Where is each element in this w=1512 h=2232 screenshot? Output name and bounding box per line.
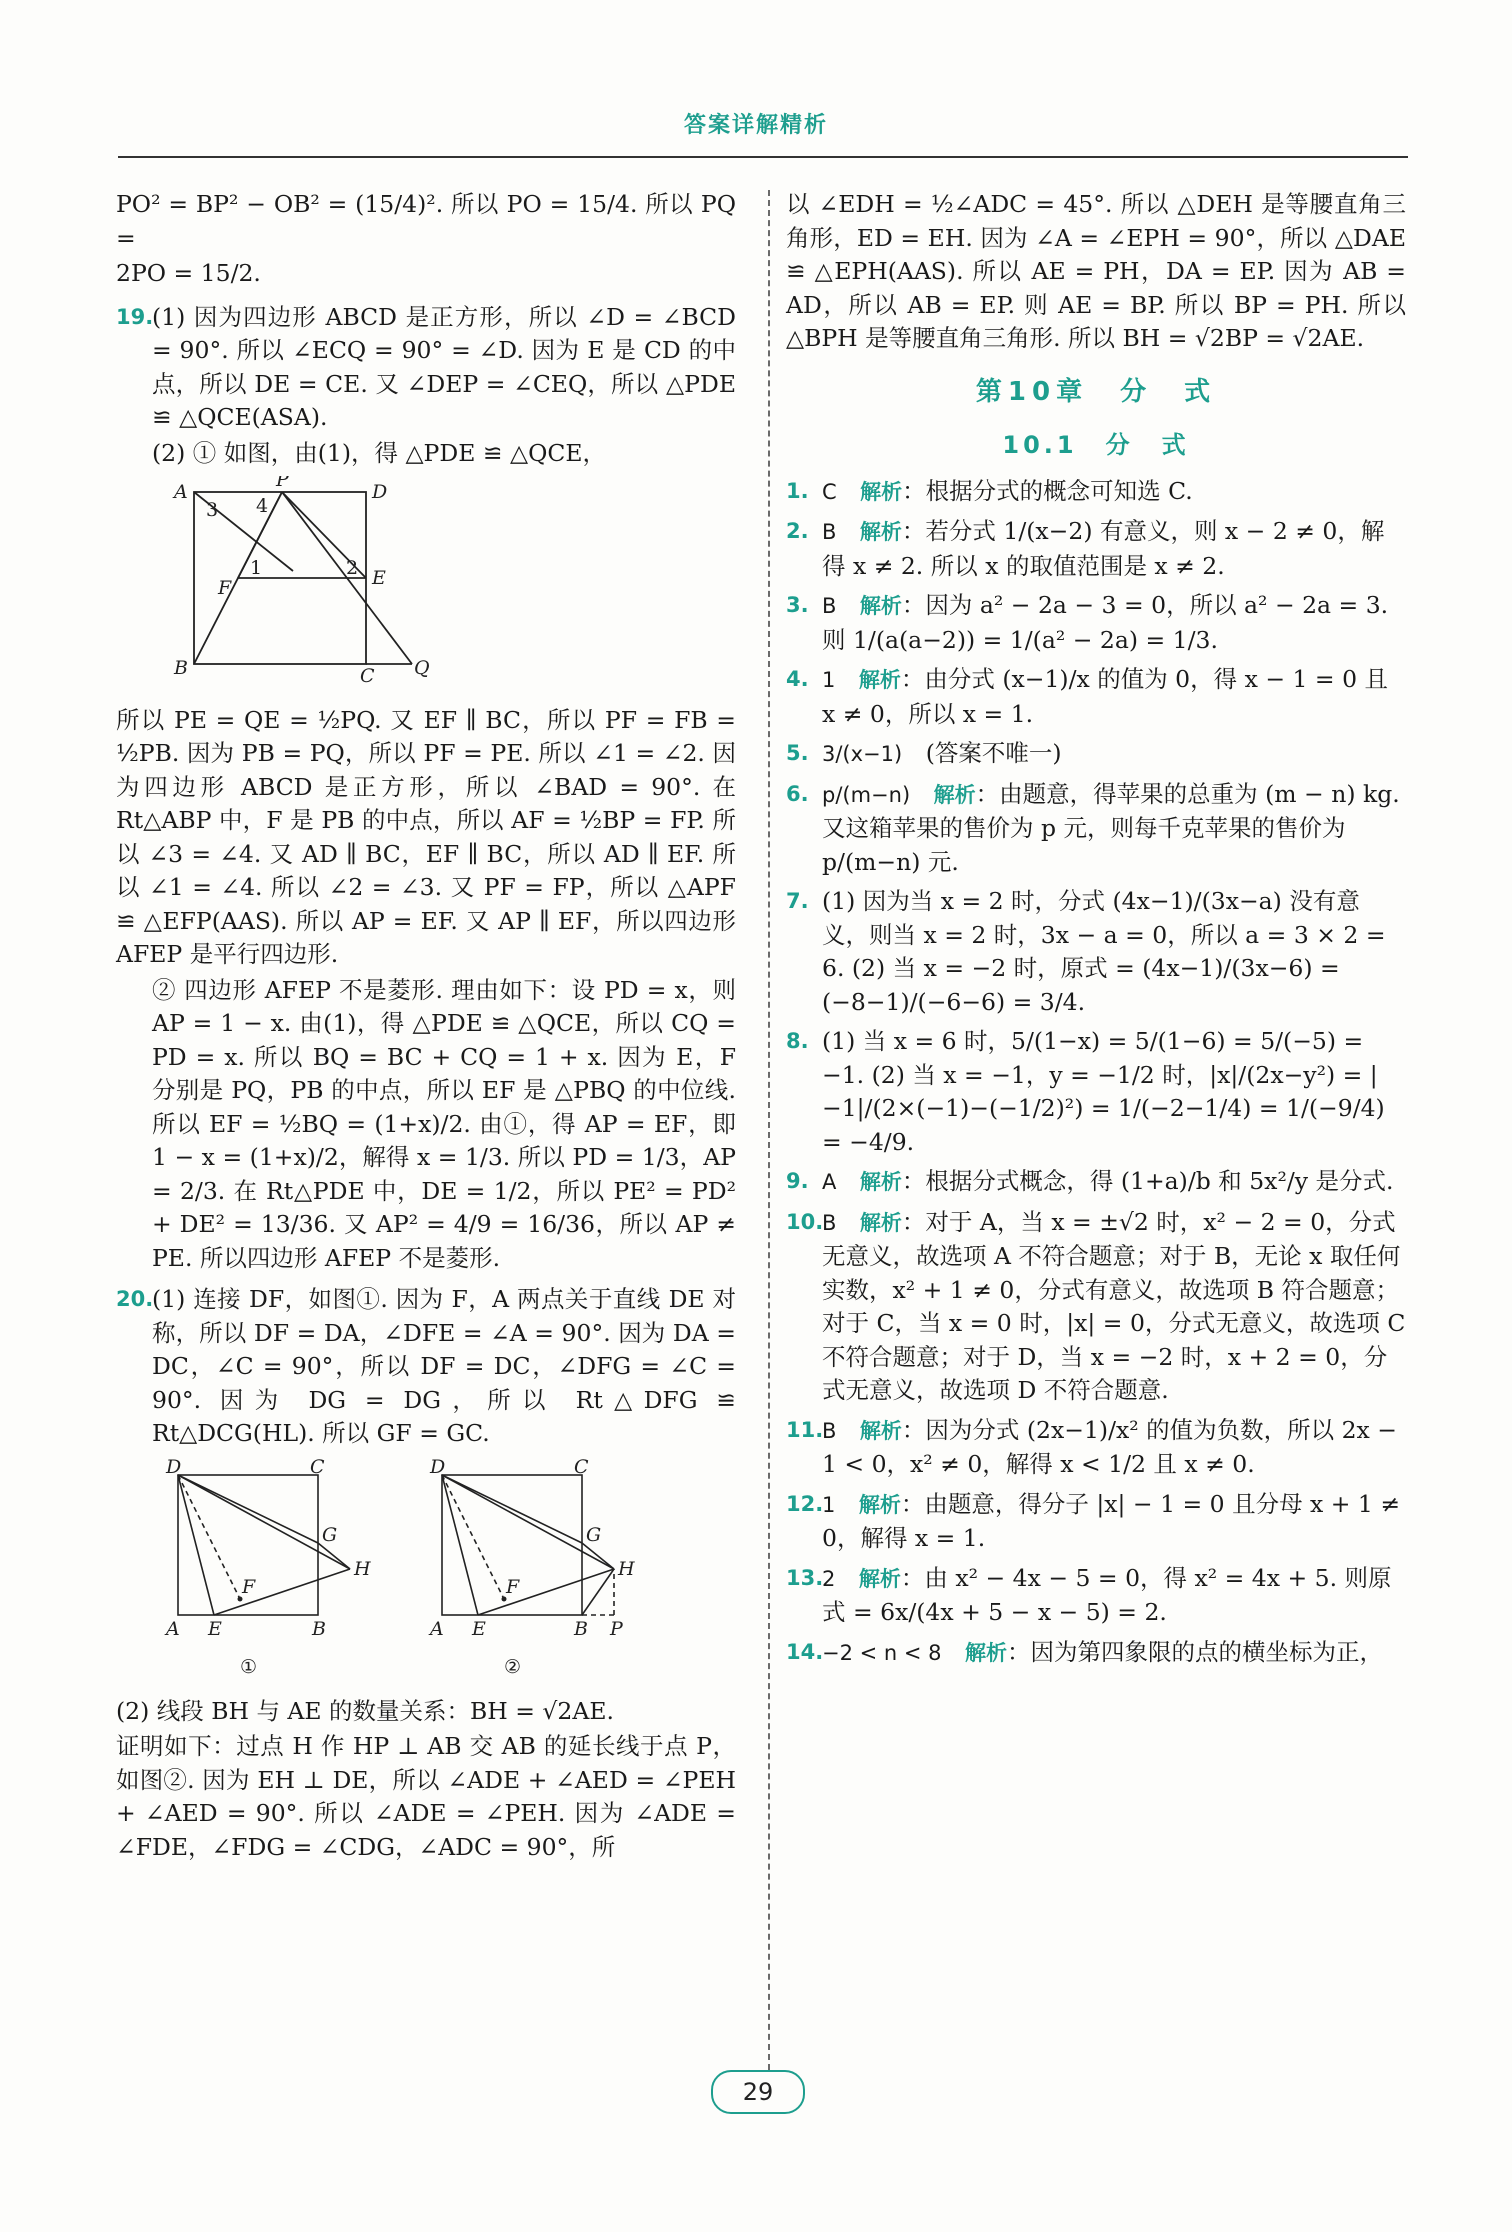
q20-part2: (2) 线段 BH 与 AE 的数量关系：BH = √2AE. — [116, 1696, 614, 1725]
point-label: D — [430, 1458, 446, 1478]
point-label: P — [276, 476, 289, 491]
question-19 — [116, 301, 736, 471]
point-label: F — [506, 1575, 520, 1598]
answer-item: 14. −2 < n < 8 解析：因为第四象限的点的横坐标为正， — [786, 1636, 1406, 1671]
answer-number: 2. — [786, 519, 809, 543]
question-number: 20. — [116, 1287, 154, 1311]
answer-number: 14. — [786, 1639, 824, 1664]
answer-item: 10. B 解析：对于 A，当 x = ±√2 时，x² − 2 = 0，分式无意义，故选项 A 不符合题意；对于 B，无论 x 取任何实数，x² + 1 ≠ 0，分式有意义，故选项 B 符合题意；对于 C，当 x = 0 时，|x| = 0，分式无意义，故选项 C 不符合题意；对于 D，当 x = −2 时，x + 2 = 0，分式无意义，故选项 D 不符合题意. — [786, 1207, 1406, 1404]
analysis-label: 解析 — [858, 1566, 901, 1591]
answer-number: 11. — [786, 1417, 824, 1442]
angle-label: 1 — [250, 557, 263, 579]
answer-text: 由题意，得分子 |x| − 1 = 0 且分母 x + 1 ≠ 0，解得 x = 1. — [822, 1489, 1401, 1552]
point-label: H — [618, 1557, 635, 1580]
answer-item: 6. p/(m−n) 解析：由题意，得苹果的总重为 (m − n) kg. 又这箱苹果的售价为 p 元，则每千克苹果的售价为 p/(m−n) 元. — [786, 779, 1400, 876]
column-divider — [768, 190, 770, 2070]
answer-choice: 1 — [822, 1492, 836, 1517]
answer-choice: 1 — [822, 668, 836, 692]
point-label: C — [310, 1458, 325, 1478]
answer-number: 8. — [786, 1029, 809, 1053]
answer-item: 4. 1 解析：由分式 (x−1)/x 的值为 0，得 x − 1 = 0 且 x ≠ 0，所以 x = 1. — [786, 665, 1388, 728]
point-label: G — [586, 1523, 602, 1546]
cont-line-2: 2PO = 15/2. — [116, 259, 261, 287]
analysis-label: 解析 — [859, 1210, 902, 1235]
answer-number: 10. — [786, 1209, 824, 1234]
answer-text: 因为第四象限的点的横坐标为正， — [1030, 1637, 1384, 1666]
answer-choice: B — [822, 520, 837, 544]
question-number: 19. — [116, 304, 154, 329]
answer-text: (1) 因为当 x = 2 时，分式 (4x−1)/(3x−a) 没有意义，则当 x = 2 时，3x − a = 0，所以 a = 3 × 2 = 6. (2) 当 x = −2 时，原式 = (4x−1)/(3x−6) = (−8−1)/(−6−6) = 3/4. — [822, 887, 1386, 1016]
answer-number: 3. — [786, 593, 809, 617]
analysis-label: 解析 — [858, 668, 901, 692]
answer-item: 2. B 解析：若分式 1/(x−2) 有意义，则 x − 2 ≠ 0，解得 x ≠ 2. 所以 x 的取值范围是 x ≠ 2. — [786, 517, 1385, 580]
answer-number: 13. — [786, 1565, 824, 1590]
answer-text: 由 x² − 4x − 5 = 0，得 x² = 4x + 5. 则原式 = 6x/(4x + 5 − x − 5) = 2. — [822, 1563, 1392, 1626]
point-label: B — [174, 657, 188, 679]
cont-paragraph: 以 ∠EDH = ½∠ADC = 45°. 所以 △DEH 是等腰直角三角形，ED = EH. 因为 ∠A = ∠EPH = 90°，所以 △DAE ≌ △EPH(AAS). 所以 AE = PH，DA = EP. 因为 AB = AD，所以 AB = EP. 则 AE = BP. 所以 BP = PH. 所以 △BPH 是等腰直角三角形. 所以 BH = √2BP = √2AE. — [786, 190, 1406, 352]
answer-number: 7. — [786, 889, 809, 913]
left-column — [116, 188, 736, 1866]
answer-text: 根据分式概念，得 (1+a)/b 和 5x²/y 是分式. — [925, 1167, 1394, 1195]
answer-choice: 3/(x−1) — [822, 742, 903, 766]
section-title: 10.1 分 式 — [1002, 431, 1190, 459]
point-label: B — [312, 1617, 326, 1640]
page-number: 29 — [711, 2070, 805, 2114]
answer-item: 3. B 解析：因为 a² − 2a − 3 = 0，所以 a² − 2a = 3. 则 1/(a(a−2)) = 1/(a² − 2a) = 1/3. — [786, 591, 1389, 654]
point-label: D — [166, 1458, 182, 1478]
answer-item: 9. A 解析：根据分式概念，得 (1+a)/b 和 5x²/y 是分式. — [786, 1165, 1406, 1200]
angle-label: 3 — [206, 499, 219, 521]
q20-part2-proof: 证明如下：过点 H 作 HP ⊥ AB 交 AB 的延长线于点 P，如图②. 因为 EH ⊥ DE，所以 ∠ADE + ∠AED = ∠PEH + ∠AED = 90°. 所以 ∠ADE = ∠PEH. 因为 ∠ADE = ∠FDE，∠FDG = ∠CDG，∠ADC = 90°，所 — [116, 1732, 736, 1861]
answer-choice: A — [822, 1170, 837, 1194]
point-label: B — [574, 1617, 588, 1640]
header-rule — [118, 156, 1408, 158]
answer-number: 9. — [786, 1169, 809, 1193]
angle-label: 2 — [346, 557, 359, 579]
point-label: E — [372, 567, 386, 589]
point-label: F — [242, 1575, 256, 1598]
square-diagram — [152, 476, 472, 686]
q19-part2-sub2: ② 四边形 AFEP 不是菱形. 理由如下：设 PD = x，则 AP = 1 − x. 由(1)，得 △PDE ≌ △QCE，所以 CQ = PD = x. 所以 BQ = BC + CQ = 1 + x. 因为 E，F 分别是 PQ，PB 的中点，所以 EF 是 △PBQ 的中位线. 所以 EF = ½BQ = (1+x)/2. 由①，得 AP = EF，即 1 − x = (1+x)/2，解得 x = 1/3. 所以 PD = 1/3，AP = 2/3. 在 Rt△PDE 中，DE = 1/2，所以 PE² = PD² + DE² = 13/36. 又 AP² = 4/9 = 16/36，所以 AP ≠ PE. 所以四边形 AFEP 不是菱形. — [152, 975, 737, 1272]
chapter-title: 第10章 分 式 — [975, 376, 1217, 407]
figure-caption: ① — [240, 1655, 258, 1678]
question-20 — [116, 1283, 736, 1451]
answer-number: 12. — [786, 1491, 824, 1516]
analysis-label: 解析 — [859, 520, 902, 544]
answer-item — [786, 737, 1406, 772]
q19-part2-proof: 所以 PE = QE = ½PQ. 又 EF ∥ BC，所以 PF = FB = ½PB. 因为 PB = PQ，所以 PF = PE. 所以 ∠1 = ∠2. 因为四边形 ABCD 是正方形，所以 ∠BAD = 90°. 在 Rt△ABP 中，F 是 PB 的中点，所以 AF = ½BP = FP. 所以 ∠3 = ∠4. 又 AD ∥ BC，EF ∥ BC，所以 AD ∥ EF. 所以 ∠1 = ∠4. 所以 ∠2 = ∠3. 又 PF = FP，所以 △APF ≌ △EFP(AAS). 所以 AP = EF. 又 AP ∥ EF，所以四边形 AFEP 是平行四边形. — [116, 705, 736, 968]
point-label: F — [218, 577, 232, 599]
answer-choice: p/(m−n) — [822, 782, 911, 807]
analysis-label: 解析 — [859, 594, 902, 618]
answer-item — [786, 1025, 1406, 1159]
angle-label: 4 — [256, 495, 269, 517]
answer-item: 11. B 解析：因为分式 (2x−1)/x² 的值为负数，所以 2x − 1 < 0，x² ≠ 0，解得 x < 1/2 且 x ≠ 0. — [786, 1415, 1397, 1478]
answer-text: (1) 当 x = 6 时，5/(1−x) = 5/(1−6) = 5/(−5) = −1. (2) 当 x = −1，y = −1/2 时，|x|/(2x−y²) = |−1|/(2×(−1)−(−1/2)²) = 1/(−2−1/4) = 1/(−9/4) = −4/9. — [822, 1027, 1385, 1156]
answer-number: 5. — [786, 741, 809, 765]
q19-part1: (1) 因为四边形 ABCD 是正方形，所以 ∠D = ∠BCD = 90°. 所以 ∠ECQ = 90° = ∠D. 因为 E 是 CD 的中点，所以 DE = CE. 又 ∠DEP = ∠CEQ，所以 △PDE ≌ △QCE(ASA). — [152, 302, 736, 431]
answer-item — [786, 885, 1406, 1019]
answer-item: 12. 1 解析：由题意，得分子 |x| − 1 = 0 且分母 x + 1 ≠ 0，解得 x = 1. — [786, 1489, 1401, 1552]
point-label: A — [430, 1617, 444, 1640]
analysis-label: 解析 — [860, 479, 903, 504]
point-label: D — [372, 481, 388, 503]
figure-row-q20 — [152, 1459, 736, 1689]
cont-line-1: PO² = BP² − OB² = (15/4)². 所以 PO = 15/4. 所以 PQ = — [116, 190, 736, 252]
answer-choice: C — [822, 479, 837, 504]
point-label: C — [574, 1458, 589, 1478]
answer-number: 1. — [786, 478, 809, 503]
answer-text: 由分式 (x−1)/x 的值为 0，得 x − 1 = 0 且 x ≠ 0，所以 x = 1. — [822, 665, 1388, 728]
analysis-label: 解析 — [933, 782, 976, 807]
answer-choice: B — [822, 594, 837, 618]
answer-item: 1. C 解析：根据分式的概念可知选 C. — [786, 475, 1406, 510]
figure-caption: ② — [504, 1655, 522, 1678]
analysis-label: 解析 — [859, 1418, 902, 1443]
point-label: H — [354, 1557, 371, 1580]
q19-part2-intro: (2) ① 如图，由(1)，得 △PDE ≌ △QCE， — [152, 438, 606, 467]
answer-number: 6. — [786, 781, 809, 806]
point-label: G — [322, 1523, 338, 1546]
answer-choice: B — [822, 1210, 837, 1235]
analysis-label: 解析 — [858, 1492, 901, 1517]
answer-text: 对于 A，当 x = ±√2 时，x² − 2 = 0，分式无意义，故选项 A 不符合题意；对于 B，无论 x 取任何实数，x² + 1 ≠ 0，分式有意义，故选项 B 符合题意；对于 C，当 x = 0 时，|x| = 0，分式无意义，故选项 C 不符合题意；对于 D，当 x = −2 时，x + 2 = 0，分式无意义，故选项 D 不符合题意. — [822, 1207, 1406, 1404]
answer-text: 因为 a² − 2a − 3 = 0，所以 a² − 2a = 3. 则 1/(a(a−2)) = 1/(a² − 2a) = 1/3. — [822, 591, 1389, 654]
answer-number: 4. — [786, 667, 809, 691]
answer-text: (答案不唯一) — [925, 739, 1062, 767]
analysis-label: 解析 — [859, 1170, 902, 1194]
point-label: A — [166, 1617, 180, 1640]
answer-text: 因为分式 (2x−1)/x² 的值为负数，所以 2x − 1 < 0，x² ≠ 0，解得 x < 1/2 且 x ≠ 0. — [822, 1415, 1397, 1478]
answer-choice: 2 — [822, 1566, 836, 1591]
answer-choice: B — [822, 1418, 837, 1443]
analysis-label: 解析 — [965, 1640, 1008, 1665]
point-label: E — [208, 1617, 222, 1640]
point-label: P — [610, 1617, 623, 1640]
answer-text: 若分式 1/(x−2) 有意义，则 x − 2 ≠ 0，解得 x ≠ 2. 所以 x 的取值范围是 x ≠ 2. — [822, 517, 1385, 580]
figure-2 — [422, 1459, 652, 1689]
right-column — [786, 188, 1406, 1676]
answer-choice: −2 < n < 8 — [822, 1640, 942, 1665]
point-label: C — [360, 665, 375, 686]
point-label: Q — [414, 657, 430, 679]
answer-text: 由题意，得苹果的总重为 (m − n) kg. 又这箱苹果的售价为 p 元，则每千克苹果的售价为 p/(m−n) 元. — [822, 779, 1400, 876]
figure-square-abcd — [152, 476, 736, 696]
point-label: E — [472, 1617, 486, 1640]
answer-text: 根据分式的概念可知选 C. — [925, 476, 1193, 505]
answer-item: 13. 2 解析：由 x² − 4x − 5 = 0，得 x² = 4x + 5. 则原式 = 6x/(4x + 5 − x − 5) = 2. — [786, 1563, 1392, 1626]
q20-part1: (1) 连接 DF，如图①. 因为 F，A 两点关于直线 DE 对称，所以 DF = DA，∠DFE = ∠A = 90°. 因为 DA = DC，∠C = 90°，所以 DF = DC，∠DFG = ∠C = 90°. 因为 DG = DG，所以 Rt△DFG ≌ Rt△DCG(HL). 所以 GF = GC. — [152, 1285, 736, 1447]
header-title: 答案详解精析 — [683, 113, 828, 138]
point-label: A — [174, 481, 188, 503]
figure-1 — [152, 1459, 382, 1689]
